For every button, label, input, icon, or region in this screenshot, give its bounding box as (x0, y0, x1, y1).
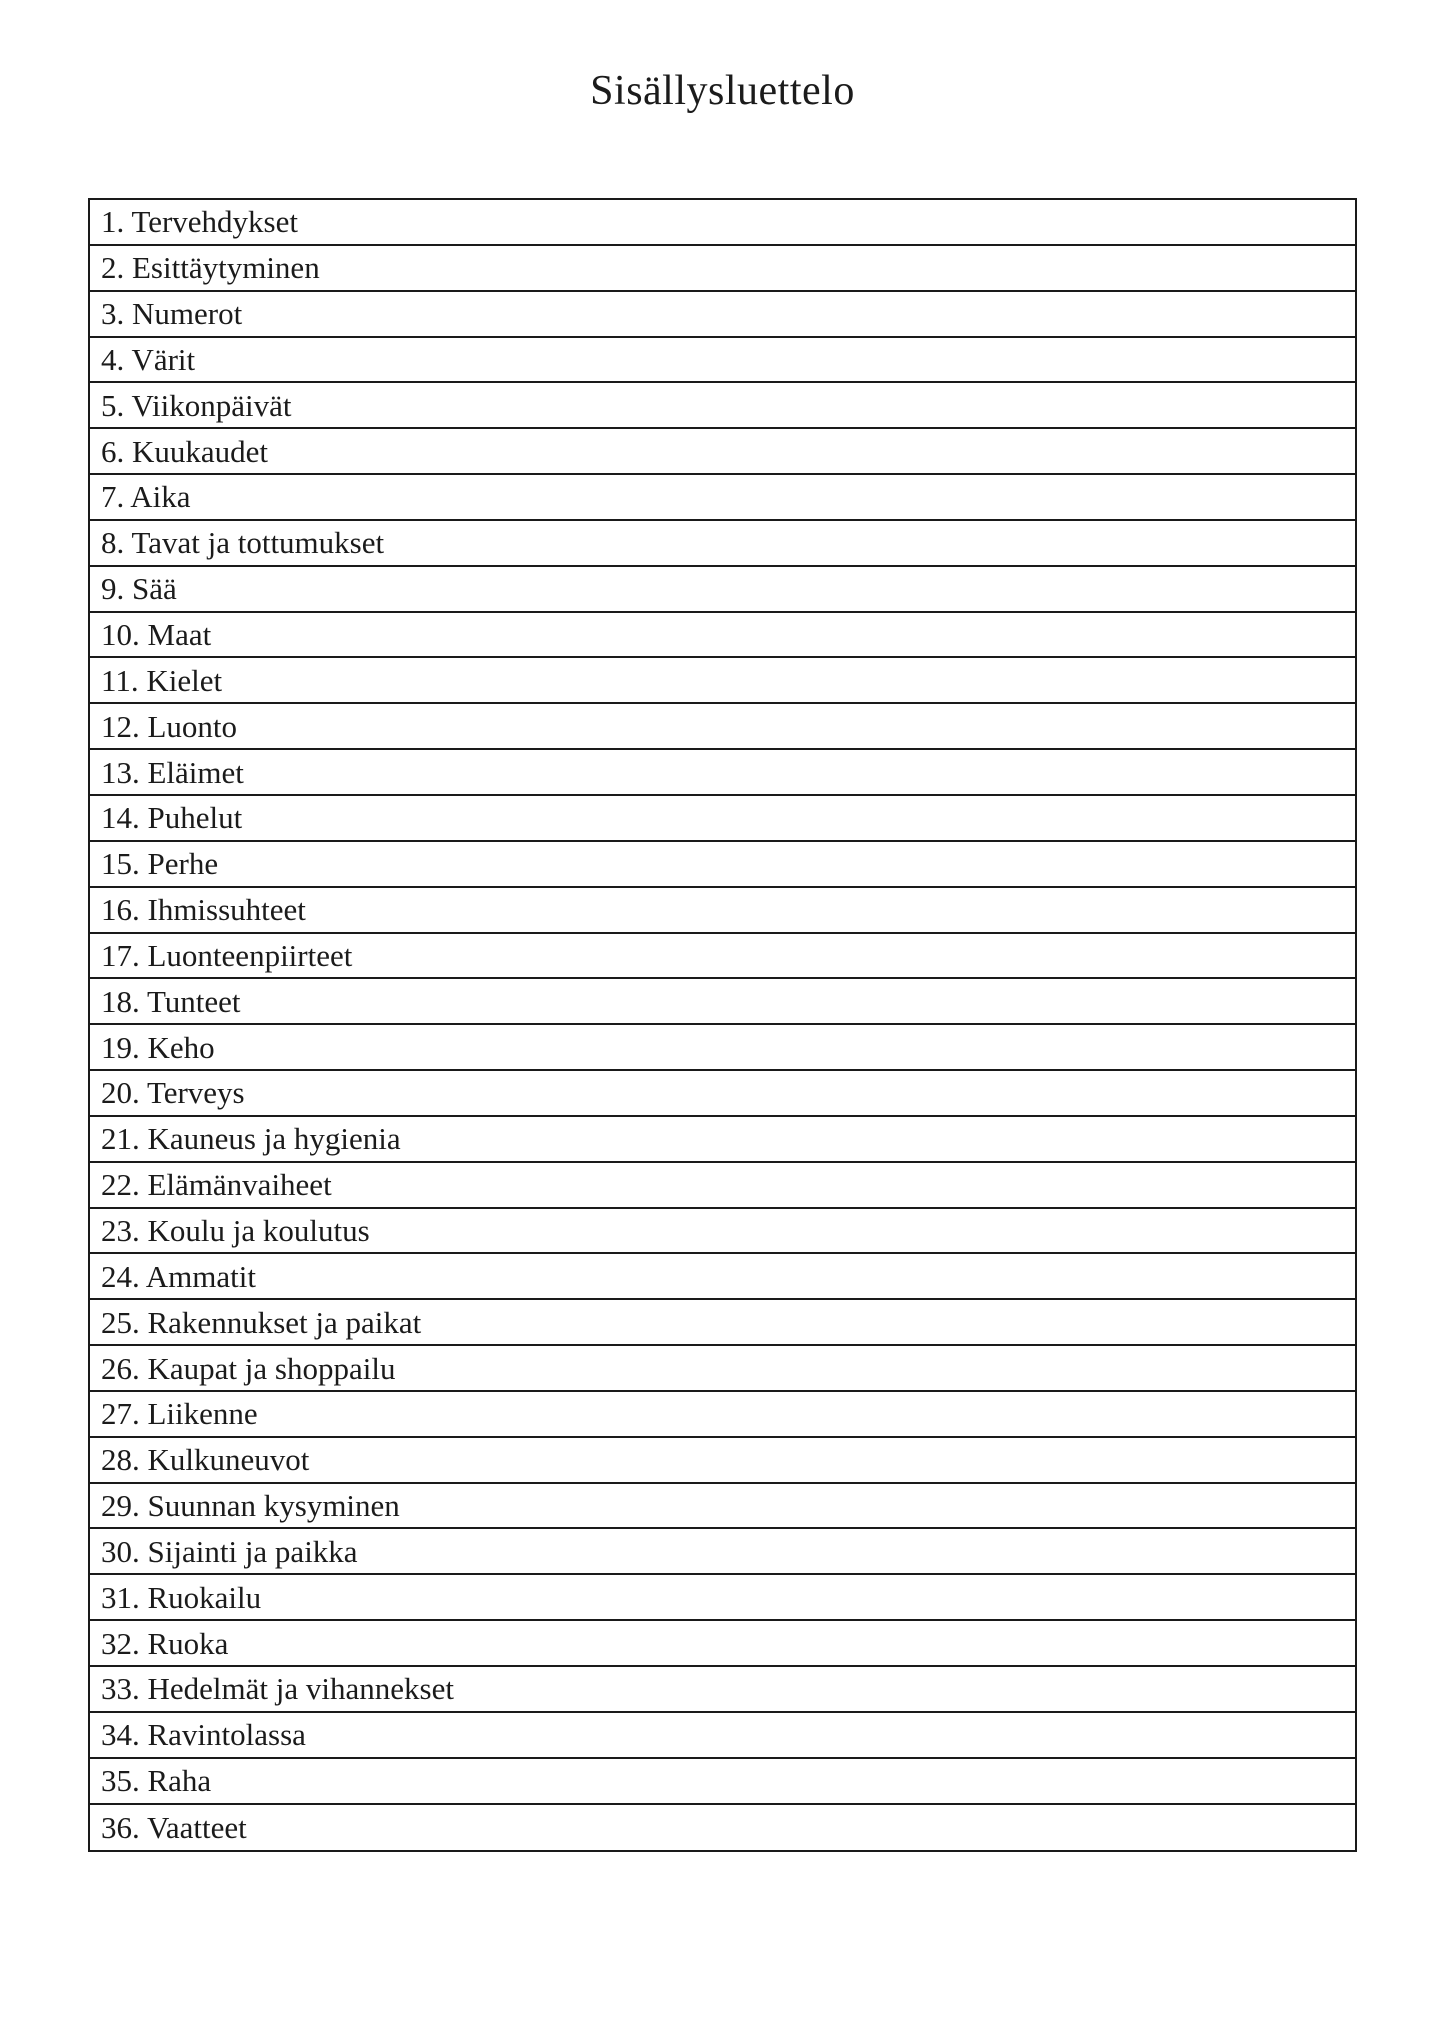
toc-row (90, 1529, 1355, 1575)
toc-entry: 20. Terveys (101, 1075, 245, 1111)
toc-entry: 29. Suunnan kysyminen (101, 1488, 400, 1524)
toc-row (90, 567, 1355, 613)
toc-entry: 15. Perhe (101, 846, 219, 882)
toc-entry: 19. Keho (101, 1029, 215, 1065)
toc-entry: 34. Ravintolassa (101, 1717, 306, 1753)
toc-row (90, 1667, 1355, 1713)
toc-row (90, 1117, 1355, 1163)
toc-row (90, 979, 1355, 1025)
toc-entry: 4. Värit (101, 341, 196, 377)
toc-entry: 10. Maat (101, 617, 212, 653)
toc-row (90, 1163, 1355, 1209)
toc-entry: 9. Sää (101, 571, 177, 607)
toc-entry: 2. Esittäytyminen (101, 250, 320, 286)
table-of-contents (88, 198, 1357, 1852)
toc-row (90, 1071, 1355, 1117)
toc-entry: 30. Sijainti ja paikka (101, 1533, 358, 1569)
toc-entry: 14. Puhelut (101, 800, 243, 836)
toc-entry: 33. Hedelmät ja vihannekset (101, 1671, 454, 1707)
toc-row (90, 1392, 1355, 1438)
toc-entry: 7. Aika (101, 479, 191, 515)
toc-entry: 36. Vaatteet (101, 1809, 247, 1845)
toc-entry: 12. Luonto (101, 708, 238, 744)
toc-row (90, 1805, 1355, 1851)
toc-entry: 18. Tunteet (101, 983, 241, 1019)
toc-entry: 23. Koulu ja koulutus (101, 1212, 370, 1248)
toc-entry: 21. Kauneus ja hygienia (101, 1121, 401, 1157)
toc-row (90, 796, 1355, 842)
toc-entry: 5. Viikonpäivät (101, 387, 292, 423)
toc-entry: 16. Ihmissuhteet (101, 892, 306, 928)
toc-row (90, 475, 1355, 521)
toc-entry: 25. Rakennukset ja paikat (101, 1304, 422, 1340)
toc-row (90, 338, 1355, 384)
toc-entry: 32. Ruoka (101, 1625, 229, 1661)
toc-entry: 22. Elämänvaiheet (101, 1167, 332, 1203)
toc-entry: 35. Raha (101, 1763, 212, 1799)
toc-row (90, 1438, 1355, 1484)
toc-entry: 11. Kielet (101, 662, 223, 698)
toc-row (90, 842, 1355, 888)
toc-row (90, 1713, 1355, 1759)
toc-entry: 31. Ruokailu (101, 1579, 262, 1615)
toc-row (90, 613, 1355, 659)
toc-entry: 1. Tervehdykset (101, 204, 298, 240)
toc-row (90, 246, 1355, 292)
toc-row (90, 1209, 1355, 1255)
toc-entry: 28. Kulkuneuvot (101, 1442, 310, 1478)
toc-entry: 6. Kuukaudet (101, 433, 269, 469)
toc-row (90, 429, 1355, 475)
page-title: Sisällysluettelo (590, 68, 855, 114)
toc-entry: 8. Tavat ja tottumukset (101, 525, 385, 561)
toc-row (90, 383, 1355, 429)
toc-row (90, 1346, 1355, 1392)
toc-row (90, 888, 1355, 934)
toc-entry: 24. Ammatit (101, 1258, 256, 1294)
toc-row (90, 521, 1355, 567)
toc-row (90, 200, 1355, 246)
toc-row (90, 704, 1355, 750)
toc-row (90, 292, 1355, 338)
toc-row (90, 658, 1355, 704)
toc-entry: 26. Kaupat ja shoppailu (101, 1350, 396, 1386)
toc-row (90, 1484, 1355, 1530)
toc-entry: 27. Liikenne (101, 1396, 258, 1432)
toc-row (90, 1759, 1355, 1805)
toc-row (90, 1254, 1355, 1300)
toc-row (90, 1025, 1355, 1071)
toc-entry: 17. Luonteenpiirteet (101, 937, 353, 973)
toc-row (90, 750, 1355, 796)
toc-entry: 13. Eläimet (101, 754, 244, 790)
toc-row (90, 1300, 1355, 1346)
toc-row (90, 1575, 1355, 1621)
toc-entry: 3. Numerot (101, 296, 243, 332)
toc-row (90, 934, 1355, 980)
toc-row (90, 1621, 1355, 1667)
